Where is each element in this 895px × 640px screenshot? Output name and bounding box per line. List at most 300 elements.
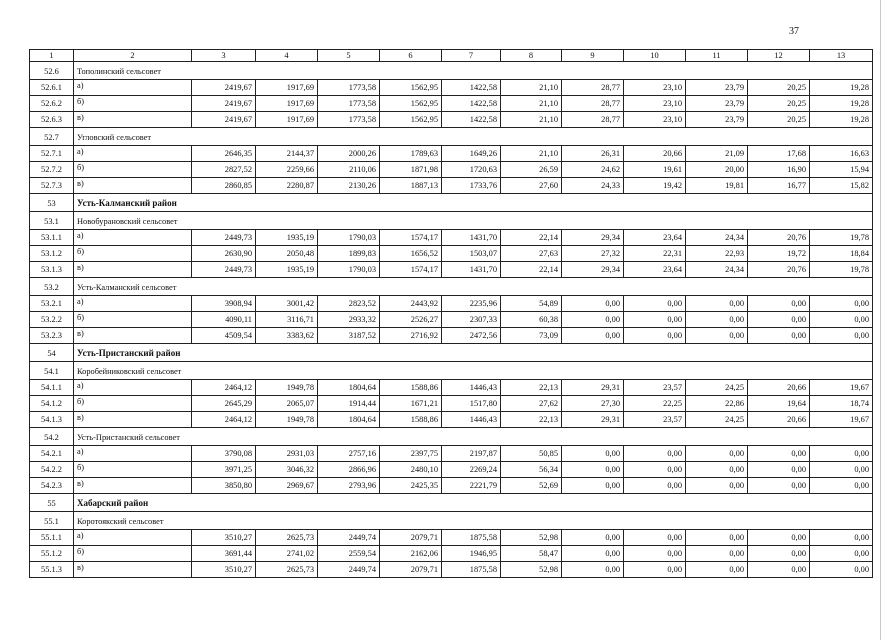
value-cell-col-4: 3383,62 [256, 328, 318, 344]
value-cell-col-12: 20,76 [748, 230, 810, 246]
value-cell-col-8: 21,10 [501, 112, 562, 128]
row-code: 53.1.3 [30, 262, 74, 278]
value-cell-col-7: 1422,58 [442, 80, 501, 96]
value-cell-col-9: 28,77 [562, 80, 624, 96]
value-cell-col-8: 50,85 [501, 446, 562, 462]
value-cell-col-7: 1875,58 [442, 562, 501, 578]
value-cell-col-7: 2235,96 [442, 296, 501, 312]
column-header-7: 7 [442, 50, 501, 62]
value-cell-col-3: 3971,25 [192, 462, 256, 478]
value-cell-col-3: 2419,67 [192, 96, 256, 112]
value-cell-col-11: 21,09 [686, 146, 748, 162]
value-cell-col-9: 29,31 [562, 412, 624, 428]
value-cell-col-8: 21,10 [501, 146, 562, 162]
value-cell-col-13: 19,78 [810, 230, 873, 246]
value-cell-col-3: 2464,12 [192, 412, 256, 428]
column-header-6: 6 [380, 50, 442, 62]
value-cell-col-6: 1789,63 [380, 146, 442, 162]
value-cell-col-5: 2130,26 [318, 178, 380, 194]
value-cell-col-7: 2221,79 [442, 478, 501, 494]
value-cell-col-5: 2933,32 [318, 312, 380, 328]
table-row [30, 178, 873, 194]
value-cell-col-10: 23,10 [624, 96, 686, 112]
value-cell-col-9: 0,00 [562, 446, 624, 462]
value-cell-col-12: 19,64 [748, 396, 810, 412]
value-cell-col-10: 0,00 [624, 446, 686, 462]
value-cell-col-6: 1588,86 [380, 380, 442, 396]
table-row [30, 478, 873, 494]
value-cell-col-3: 4509,54 [192, 328, 256, 344]
value-cell-col-4: 2144,37 [256, 146, 318, 162]
value-cell-col-4: 1935,19 [256, 230, 318, 246]
value-cell-col-12: 0,00 [748, 462, 810, 478]
value-cell-col-8: 27,63 [501, 246, 562, 262]
value-cell-col-12: 0,00 [748, 328, 810, 344]
column-header-11: 11 [686, 50, 748, 62]
value-cell-col-5: 2449,74 [318, 530, 380, 546]
value-cell-col-3: 3850,80 [192, 478, 256, 494]
table-row [30, 412, 873, 428]
value-cell-col-3: 2646,35 [192, 146, 256, 162]
value-cell-col-7: 2307,33 [442, 312, 501, 328]
value-cell-col-8: 52,98 [501, 562, 562, 578]
selsovet-title: Усть-Пристанский сельсовет [74, 428, 873, 446]
value-cell-col-8: 52,69 [501, 478, 562, 494]
value-cell-col-3: 3908,94 [192, 296, 256, 312]
row-code: 54.1.3 [30, 412, 74, 428]
row-variant-label: в) [74, 412, 192, 428]
value-cell-col-9: 0,00 [562, 478, 624, 494]
value-cell-col-3: 3691,44 [192, 546, 256, 562]
value-cell-col-10: 0,00 [624, 462, 686, 478]
value-cell-col-5: 2110,06 [318, 162, 380, 178]
table-row [30, 230, 873, 246]
value-cell-col-8: 22,13 [501, 380, 562, 396]
value-cell-col-5: 2866,96 [318, 462, 380, 478]
value-cell-col-11: 0,00 [686, 296, 748, 312]
value-cell-col-5: 1914,44 [318, 396, 380, 412]
value-cell-col-10: 23,57 [624, 412, 686, 428]
value-cell-col-10: 23,10 [624, 80, 686, 96]
value-cell-col-3: 2449,73 [192, 230, 256, 246]
value-cell-col-7: 2472,56 [442, 328, 501, 344]
row-variant-label: б) [74, 246, 192, 262]
column-header-8: 8 [501, 50, 562, 62]
value-cell-col-5: 2559,54 [318, 546, 380, 562]
row-variant-label: б) [74, 546, 192, 562]
value-cell-col-7: 1517,80 [442, 396, 501, 412]
table-row [30, 446, 873, 462]
value-cell-col-11: 0,00 [686, 562, 748, 578]
value-cell-col-6: 2443,92 [380, 296, 442, 312]
row-variant-label: а) [74, 146, 192, 162]
value-cell-col-8: 22,13 [501, 412, 562, 428]
value-cell-col-5: 2823,52 [318, 296, 380, 312]
row-code: 55.1 [30, 512, 74, 530]
value-cell-col-4: 1917,69 [256, 96, 318, 112]
value-cell-col-6: 2716,92 [380, 328, 442, 344]
value-cell-col-6: 2480,10 [380, 462, 442, 478]
district-row [30, 194, 873, 212]
value-cell-col-5: 1804,64 [318, 412, 380, 428]
selsovet-row [30, 212, 873, 230]
value-cell-col-11: 0,00 [686, 530, 748, 546]
value-cell-col-5: 1790,03 [318, 230, 380, 246]
value-cell-col-13: 0,00 [810, 328, 873, 344]
value-cell-col-10: 20,66 [624, 146, 686, 162]
value-cell-col-12: 20,66 [748, 412, 810, 428]
selsovet-title: Новобурановский сельсовет [74, 212, 873, 230]
value-cell-col-3: 4090,11 [192, 312, 256, 328]
value-cell-col-4: 1949,78 [256, 380, 318, 396]
value-cell-col-9: 29,34 [562, 262, 624, 278]
row-code: 54.2 [30, 428, 74, 446]
selsovet-title: Усть-Калманский сельсовет [74, 278, 873, 296]
table-row [30, 312, 873, 328]
value-cell-col-6: 2397,75 [380, 446, 442, 462]
value-cell-col-5: 1773,58 [318, 112, 380, 128]
value-cell-col-11: 23,79 [686, 96, 748, 112]
value-cell-col-3: 3510,27 [192, 562, 256, 578]
row-code: 55 [30, 494, 74, 512]
table-row [30, 380, 873, 396]
value-cell-col-10: 22,25 [624, 396, 686, 412]
table-row [30, 246, 873, 262]
value-cell-col-13: 0,00 [810, 530, 873, 546]
row-variant-label: б) [74, 396, 192, 412]
value-cell-col-6: 1574,17 [380, 262, 442, 278]
value-cell-col-8: 58,47 [501, 546, 562, 562]
table-row [30, 530, 873, 546]
value-cell-col-9: 29,31 [562, 380, 624, 396]
value-cell-col-10: 23,57 [624, 380, 686, 396]
value-cell-col-11: 0,00 [686, 462, 748, 478]
value-cell-col-5: 2449,74 [318, 562, 380, 578]
table-row [30, 162, 873, 178]
value-cell-col-10: 0,00 [624, 530, 686, 546]
value-cell-col-7: 1446,43 [442, 412, 501, 428]
value-cell-col-13: 19,28 [810, 96, 873, 112]
row-code: 52.6.2 [30, 96, 74, 112]
page-number: 37 [789, 26, 799, 37]
scan-edge-line [880, 0, 881, 640]
value-cell-col-11: 0,00 [686, 546, 748, 562]
row-variant-label: в) [74, 328, 192, 344]
value-cell-col-12: 20,76 [748, 262, 810, 278]
value-cell-col-7: 2197,87 [442, 446, 501, 462]
value-cell-col-3: 2860,85 [192, 178, 256, 194]
value-cell-col-11: 20,00 [686, 162, 748, 178]
value-cell-col-4: 2931,03 [256, 446, 318, 462]
value-cell-col-3: 2449,73 [192, 262, 256, 278]
value-cell-col-11: 0,00 [686, 328, 748, 344]
row-variant-label: а) [74, 80, 192, 96]
column-header-1: 1 [30, 50, 74, 62]
row-variant-label: в) [74, 262, 192, 278]
table-row [30, 146, 873, 162]
value-cell-col-3: 2419,67 [192, 112, 256, 128]
column-header-9: 9 [562, 50, 624, 62]
table-row [30, 546, 873, 562]
column-number-header-row [30, 50, 873, 62]
value-cell-col-10: 23,64 [624, 230, 686, 246]
value-cell-col-13: 19,67 [810, 412, 873, 428]
value-cell-col-12: 20,25 [748, 96, 810, 112]
value-cell-col-5: 2757,16 [318, 446, 380, 462]
value-cell-col-11: 24,25 [686, 380, 748, 396]
value-cell-col-11: 24,34 [686, 230, 748, 246]
selsovet-row [30, 62, 873, 80]
value-cell-col-12: 0,00 [748, 446, 810, 462]
row-code: 55.1.1 [30, 530, 74, 546]
value-cell-col-6: 2162,06 [380, 546, 442, 562]
value-cell-col-13: 18,84 [810, 246, 873, 262]
value-cell-col-12: 0,00 [748, 478, 810, 494]
value-cell-col-11: 24,25 [686, 412, 748, 428]
value-cell-col-13: 0,00 [810, 546, 873, 562]
column-header-3: 3 [192, 50, 256, 62]
row-code: 52.6 [30, 62, 74, 80]
value-cell-col-7: 1946,95 [442, 546, 501, 562]
row-code: 55.1.2 [30, 546, 74, 562]
row-code: 53.1.1 [30, 230, 74, 246]
value-cell-col-10: 0,00 [624, 546, 686, 562]
value-cell-col-4: 2050,48 [256, 246, 318, 262]
selsovet-row [30, 278, 873, 296]
value-cell-col-7: 1503,07 [442, 246, 501, 262]
value-cell-col-6: 1887,13 [380, 178, 442, 194]
value-cell-col-7: 1446,43 [442, 380, 501, 396]
value-cell-col-10: 23,64 [624, 262, 686, 278]
row-code: 52.6.3 [30, 112, 74, 128]
row-code: 54.2.1 [30, 446, 74, 462]
row-variant-label: в) [74, 178, 192, 194]
table-row [30, 80, 873, 96]
row-code: 54.2.2 [30, 462, 74, 478]
value-cell-col-9: 0,00 [562, 546, 624, 562]
value-cell-col-12: 16,90 [748, 162, 810, 178]
value-cell-col-13: 16,63 [810, 146, 873, 162]
value-cell-col-12: 20,25 [748, 80, 810, 96]
value-cell-col-8: 22,14 [501, 230, 562, 246]
value-cell-col-4: 2280,87 [256, 178, 318, 194]
value-cell-col-6: 1574,17 [380, 230, 442, 246]
value-cell-col-10: 23,10 [624, 112, 686, 128]
value-cell-col-11: 19,81 [686, 178, 748, 194]
column-header-5: 5 [318, 50, 380, 62]
value-cell-col-4: 2259,66 [256, 162, 318, 178]
value-cell-col-6: 1656,52 [380, 246, 442, 262]
row-code: 54.1.2 [30, 396, 74, 412]
selsovet-title: Угловский сельсовет [74, 128, 873, 146]
row-variant-label: б) [74, 96, 192, 112]
row-code: 54.1.1 [30, 380, 74, 396]
district-title: Усть-Калманский район [74, 194, 873, 212]
selsovet-title: Коробейниковский сельсовет [74, 362, 873, 380]
value-cell-col-5: 1790,03 [318, 262, 380, 278]
value-cell-col-6: 1871,98 [380, 162, 442, 178]
value-cell-col-12: 0,00 [748, 562, 810, 578]
value-cell-col-4: 1917,69 [256, 80, 318, 96]
value-cell-col-10: 19,61 [624, 162, 686, 178]
value-cell-col-3: 2645,29 [192, 396, 256, 412]
value-cell-col-5: 1899,83 [318, 246, 380, 262]
value-cell-col-5: 1773,58 [318, 80, 380, 96]
row-code: 52.7 [30, 128, 74, 146]
value-cell-col-8: 22,14 [501, 262, 562, 278]
selsovet-row [30, 428, 873, 446]
value-cell-col-10: 0,00 [624, 312, 686, 328]
value-cell-col-10: 0,00 [624, 296, 686, 312]
value-cell-col-4: 1935,19 [256, 262, 318, 278]
row-variant-label: б) [74, 312, 192, 328]
table-body [30, 50, 873, 578]
value-cell-col-11: 0,00 [686, 446, 748, 462]
row-code: 53.1.2 [30, 246, 74, 262]
row-variant-label: а) [74, 230, 192, 246]
value-cell-col-9: 28,77 [562, 112, 624, 128]
district-row [30, 494, 873, 512]
row-variant-label: в) [74, 112, 192, 128]
value-cell-col-12: 20,25 [748, 112, 810, 128]
row-variant-label: б) [74, 462, 192, 478]
value-cell-col-4: 3001,42 [256, 296, 318, 312]
value-cell-col-13: 19,78 [810, 262, 873, 278]
value-cell-col-9: 0,00 [562, 328, 624, 344]
value-cell-col-11: 22,86 [686, 396, 748, 412]
row-variant-label: а) [74, 380, 192, 396]
value-cell-col-8: 60,38 [501, 312, 562, 328]
tariff-table [29, 49, 873, 578]
value-cell-col-13: 0,00 [810, 296, 873, 312]
value-cell-col-4: 2969,67 [256, 478, 318, 494]
value-cell-col-13: 0,00 [810, 312, 873, 328]
value-cell-col-8: 52,98 [501, 530, 562, 546]
value-cell-col-4: 2625,73 [256, 530, 318, 546]
row-code: 53.1 [30, 212, 74, 230]
district-title: Хабарский район [74, 494, 873, 512]
row-variant-label: а) [74, 446, 192, 462]
row-code: 53 [30, 194, 74, 212]
value-cell-col-6: 1562,95 [380, 80, 442, 96]
value-cell-col-9: 27,30 [562, 396, 624, 412]
row-code: 55.1.3 [30, 562, 74, 578]
table-row [30, 328, 873, 344]
row-code: 53.2.3 [30, 328, 74, 344]
row-code: 52.7.1 [30, 146, 74, 162]
value-cell-col-10: 0,00 [624, 328, 686, 344]
row-code: 53.2 [30, 278, 74, 296]
value-cell-col-12: 16,77 [748, 178, 810, 194]
table-row [30, 562, 873, 578]
column-header-12: 12 [748, 50, 810, 62]
value-cell-col-9: 28,77 [562, 96, 624, 112]
value-cell-col-9: 0,00 [562, 296, 624, 312]
column-header-13: 13 [810, 50, 873, 62]
value-cell-col-6: 2526,27 [380, 312, 442, 328]
value-cell-col-13: 0,00 [810, 562, 873, 578]
row-variant-label: б) [74, 162, 192, 178]
row-code: 54 [30, 344, 74, 362]
selsovet-row [30, 362, 873, 380]
selsovet-title: Тополинский сельсовет [74, 62, 873, 80]
value-cell-col-3: 2630,90 [192, 246, 256, 262]
table-row [30, 396, 873, 412]
value-cell-col-13: 0,00 [810, 446, 873, 462]
value-cell-col-9: 24,33 [562, 178, 624, 194]
value-cell-col-4: 1917,69 [256, 112, 318, 128]
value-cell-col-7: 1875,58 [442, 530, 501, 546]
row-code: 52.7.2 [30, 162, 74, 178]
column-header-2: 2 [74, 50, 192, 62]
value-cell-col-8: 26,59 [501, 162, 562, 178]
value-cell-col-7: 1733,76 [442, 178, 501, 194]
value-cell-col-3: 2419,67 [192, 80, 256, 96]
value-cell-col-4: 2065,07 [256, 396, 318, 412]
value-cell-col-6: 2079,71 [380, 530, 442, 546]
value-cell-col-8: 21,10 [501, 96, 562, 112]
selsovet-row [30, 512, 873, 530]
table-row [30, 96, 873, 112]
value-cell-col-9: 26,31 [562, 146, 624, 162]
value-cell-col-7: 1422,58 [442, 96, 501, 112]
value-cell-col-7: 1431,70 [442, 262, 501, 278]
value-cell-col-12: 0,00 [748, 312, 810, 328]
value-cell-col-13: 19,67 [810, 380, 873, 396]
value-cell-col-5: 3187,52 [318, 328, 380, 344]
value-cell-col-11: 0,00 [686, 312, 748, 328]
value-cell-col-13: 0,00 [810, 462, 873, 478]
value-cell-col-11: 24,34 [686, 262, 748, 278]
value-cell-col-12: 19,72 [748, 246, 810, 262]
value-cell-col-6: 1671,21 [380, 396, 442, 412]
value-cell-col-4: 2741,02 [256, 546, 318, 562]
value-cell-col-6: 2079,71 [380, 562, 442, 578]
value-cell-col-10: 22,31 [624, 246, 686, 262]
table-row [30, 462, 873, 478]
row-variant-label: а) [74, 296, 192, 312]
value-cell-col-8: 73,09 [501, 328, 562, 344]
selsovet-row [30, 128, 873, 146]
value-cell-col-12: 17,68 [748, 146, 810, 162]
row-code: 54.2.3 [30, 478, 74, 494]
value-cell-col-3: 2464,12 [192, 380, 256, 396]
value-cell-col-3: 2827,52 [192, 162, 256, 178]
value-cell-col-3: 3790,08 [192, 446, 256, 462]
value-cell-col-4: 3046,32 [256, 462, 318, 478]
value-cell-col-11: 23,79 [686, 80, 748, 96]
value-cell-col-12: 0,00 [748, 530, 810, 546]
value-cell-col-13: 18,74 [810, 396, 873, 412]
row-variant-label: а) [74, 530, 192, 546]
table-row [30, 262, 873, 278]
row-variant-label: в) [74, 562, 192, 578]
value-cell-col-13: 19,28 [810, 112, 873, 128]
value-cell-col-7: 1422,58 [442, 112, 501, 128]
value-cell-col-8: 27,60 [501, 178, 562, 194]
column-header-4: 4 [256, 50, 318, 62]
district-title: Усть-Пристанский район [74, 344, 873, 362]
value-cell-col-6: 1588,86 [380, 412, 442, 428]
value-cell-col-9: 27,32 [562, 246, 624, 262]
district-row [30, 344, 873, 362]
value-cell-col-11: 22,93 [686, 246, 748, 262]
row-code: 53.2.1 [30, 296, 74, 312]
value-cell-col-11: 0,00 [686, 478, 748, 494]
selsovet-title: Коротоякский сельсовет [74, 512, 873, 530]
value-cell-col-9: 0,00 [562, 562, 624, 578]
row-code: 52.6.1 [30, 80, 74, 96]
